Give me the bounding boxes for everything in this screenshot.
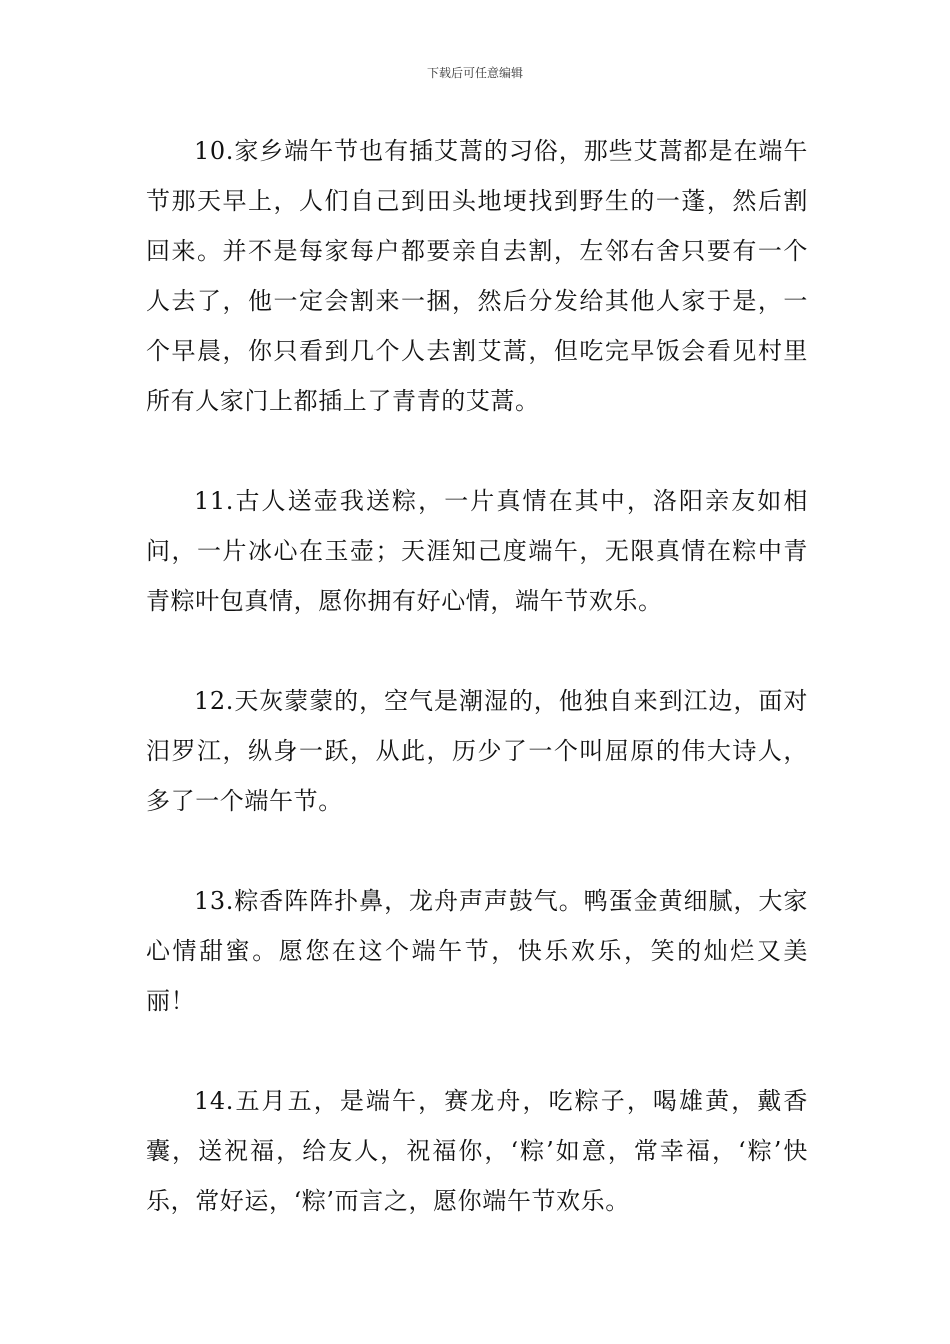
page-header: 下载后可任意编辑 (426, 66, 523, 80)
paragraph-14: 14.五月五，是端午，赛龙舟，吃粽子，喝雄黄，戴香囊，送祝福，给友人，祝福你，‘粽’如意，常幸福，‘粽’快乐，常好运，‘粽’而言之，愿你端午节欢乐。 (146, 1087, 808, 1215)
paragraph-11: 11.古人送壶我送粽，一片真情在其中，洛阳亲友如相问，一片冰心在玉壶；天涯知己度端午，无限真情在粽中青青粽叶包真情，愿你拥有好心情，端午节欢乐。 (146, 487, 808, 615)
paragraph-10: 10.家乡端午节也有插艾蒿的习俗，那些艾蒿都是在端午节那天早上，人们自己到田头地埂找到野生的一蓬，然后割回来。并不是每家每户都要亲自去割，左邻右舍只要有一个人去了，他一定会割来一捆，然后分发给其他人家于是，一个早晨，你只看到几个人去割艾蒿，但吃完早饭会看见村里所有人家门上都插上了青青的艾蒿。 (146, 137, 808, 415)
paragraph-12: 12.天灰蒙蒙的，空气是潮湿的，他独自来到江边，面对汨罗江，纵身一跃，从此，历少了一个叫屈原的伟大诗人，多了一个端午节。 (146, 687, 808, 815)
document-body (146, 126, 808, 1276)
paragraph-13: 13.粽香阵阵扑鼻，龙舟声声鼓气。鸭蛋金黄细腻，大家心情甜蜜。愿您在这个端午节，快乐欢乐，笑的灿烂又美丽！ (146, 887, 808, 1015)
